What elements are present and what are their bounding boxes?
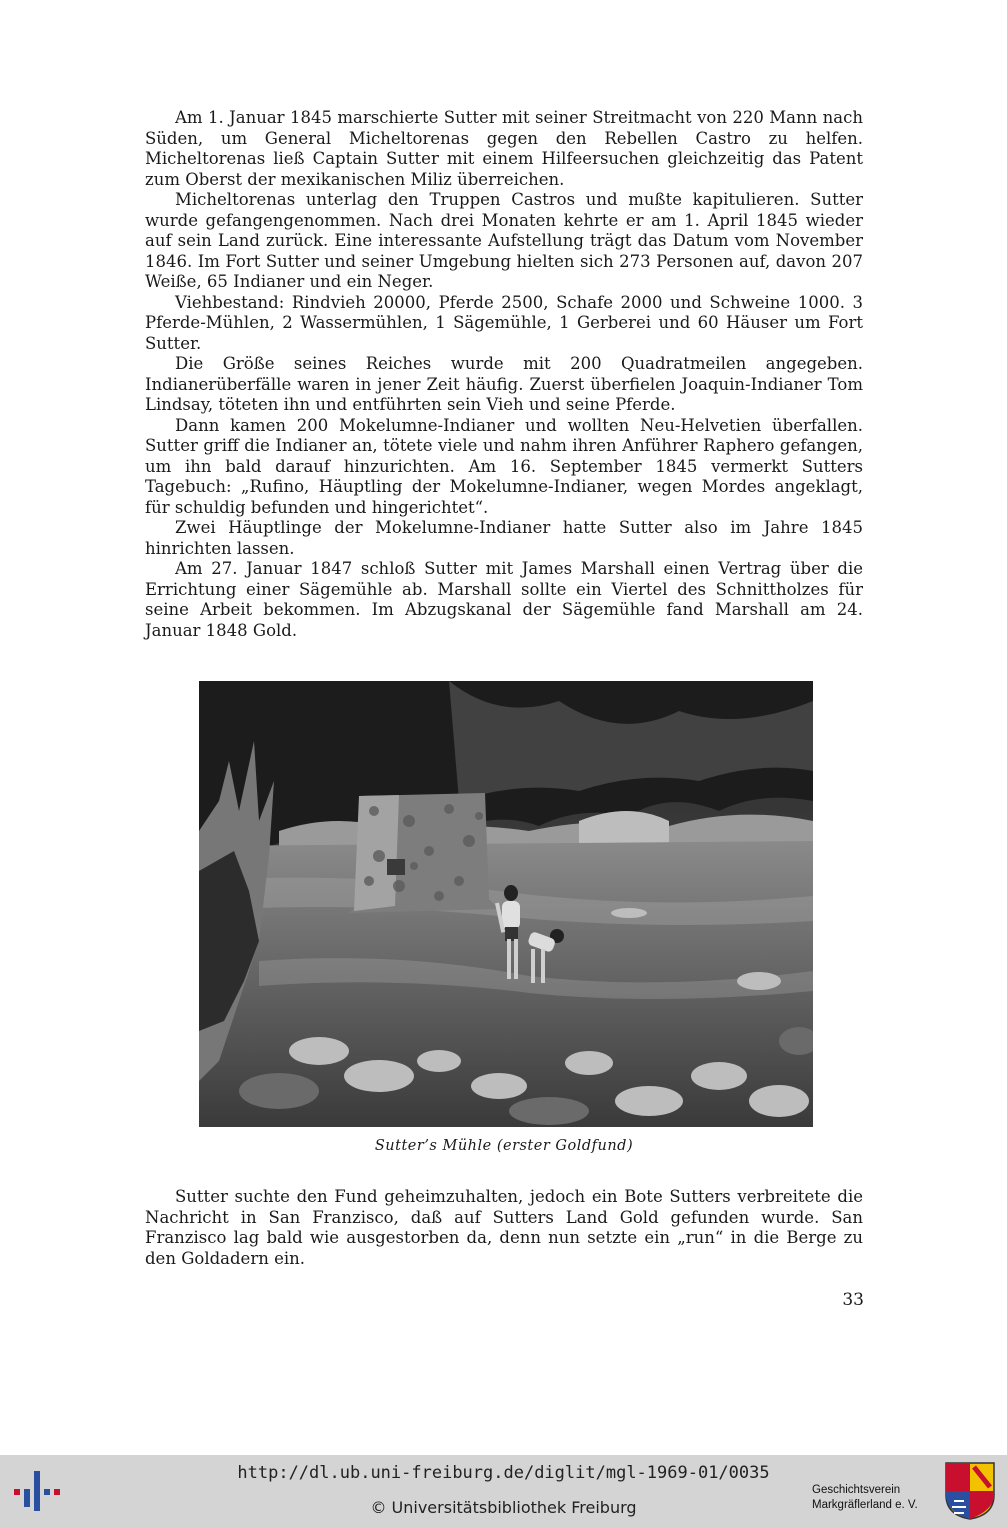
page-number: 33 xyxy=(842,1290,864,1310)
paragraph: Die Größe seines Reiches wurde mit 200 Quadratmeilen angegeben. Indianerüberfälle waren in jener Zeit häufig. Zuerst überfielen Joaquin-Indianer Tom Lindsay, töteten ihn und entführten sein Vieh und seine Pferde. xyxy=(145,354,863,414)
body-text-bottom xyxy=(145,1187,863,1269)
body-text-top xyxy=(145,108,863,641)
footer-org-name xyxy=(812,1483,918,1513)
paragraph: Am 27. Januar 1847 schloß Sutter mit James Marshall einen Vertrag über die Errichtung einer Sägemühle ab. Marshall sollte ein Viertel des Schnittholzes für seine Arbeit bekommen. Im Abzugskanal der Sägemühle fand Marshall am 24. Januar 1848 Gold. xyxy=(145,559,863,640)
footer-copyright: © Universitätsbibliothek Freiburg xyxy=(370,1498,637,1517)
org-line-2: Markgräflerland e. V. xyxy=(812,1499,918,1511)
paragraph: Am 1. Januar 1845 marschierte Sutter mit seiner Streitmacht von 220 Mann nach Süden, um General Micheltorenas gegen den Rebellen Castro zu helfen. Micheltorenas ließ Captain Sutter mit einem Hilfeersuchen gleichzeitig das Patent zum Oberst der mexikanischen Miliz überreichen. xyxy=(145,108,863,189)
paragraph: Sutter suchte den Fund geheimzuhalten, jedoch ein Bote Sutters verbreitete die Nachricht in San Franzisco, daß auf Sutters Land Gold gefunden wurde. San Franzisco lag bald wie ausgestorben da, denn nun setzte ein „run“ in die Berge zu den Goldadern ein. xyxy=(145,1187,863,1268)
paragraph: Dann kamen 200 Mokelumne-Indianer und wollten Neu-Helvetien überfallen. Sutter griff die Indianer an, tötete viele und nahm ihren Anführer Raphero gefangen, um ihn bald darauf hinzurichten. Am 16. September 1845 vermerkt Sutters Tagebuch: „Rufino, Häuptling der Mokelumne-Indianer, wegen Mordes angeklagt, für schuldig befunden und hingerichtet“. xyxy=(145,415,863,517)
paragraph: Zwei Häuptlinge der Mokelumne-Indianer hatte Sutter also im Jahre 1845 hinrichten lassen. xyxy=(145,518,863,558)
paragraph: Micheltorenas unterlag den Truppen Castros und mußte kapitulieren. Sutter wurde gefangengenommen. Nach drei Monaten kehrte er am 1. April 1845 wieder auf sein Land zurück. Eine interessante Aufstellung trägt das Datum vom November 1846. Im Fort Sutter und seiner Umgebung hielten sich 273 Personen auf, davon 207 Weiße, 65 Indianer und ein Neger. xyxy=(145,190,863,291)
url-link-text[interactable]: http://dl.ub.uni-freiburg.de/diglit/mgl-1969-01/0035 xyxy=(237,1463,770,1483)
coat-of-arms-icon xyxy=(944,1461,996,1521)
mill-ruin-photo xyxy=(199,681,813,1127)
footer-url-link[interactable] xyxy=(0,1463,1007,1483)
paragraph: Viehbestand: Rindvieh 20000, Pferde 2500, Schafe 2000 und Schweine 1000. 3 Pferde-Mühlen, 2 Wassermühlen, 1 Sägemühle, 1 Gerberei und 60 Häuser um Fort Sutter. xyxy=(145,292,863,353)
org-line-1: Geschichtsverein xyxy=(812,1484,901,1496)
footer-bar xyxy=(0,1455,1007,1527)
photo-caption: Sutter’s Mühle (erster Goldfund) xyxy=(374,1138,634,1154)
